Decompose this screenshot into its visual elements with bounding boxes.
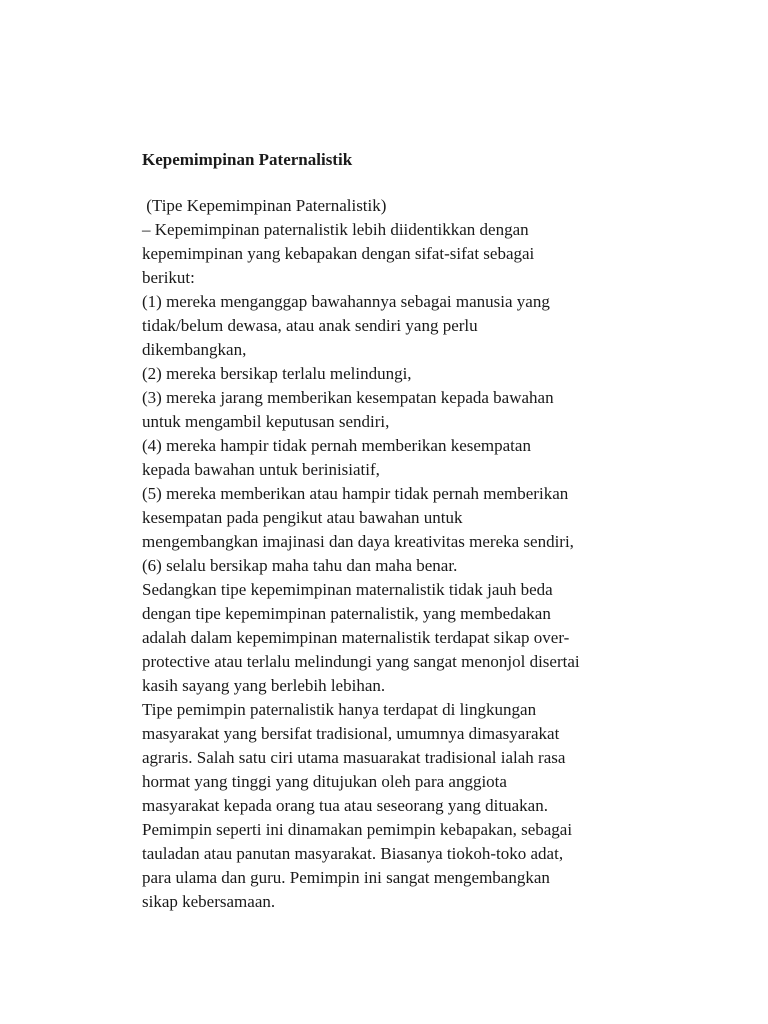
text-line: kasih sayang yang berlebih lebihan. — [142, 676, 386, 695]
text-line: kesempatan pada pengikut atau bawahan untuk — [142, 508, 463, 527]
text-line: Sedangkan tipe kepemimpinan maternalistik tidak jauh beda — [142, 580, 553, 599]
text-line: adalah dalam kepemimpinan maternalistik terdapat sikap over- — [142, 628, 570, 647]
text-line: (1) mereka menganggap bawahannya sebagai manusia yang — [142, 292, 550, 311]
text-line: kepada bawahan untuk berinisiatif, — [142, 460, 380, 479]
text-line: tidak/belum dewasa, atau anak sendiri yang perlu — [142, 316, 478, 335]
text-line: Tipe pemimpin paternalistik hanya terdapat di lingkungan — [142, 700, 537, 719]
text-line: (5) mereka memberikan atau hampir tidak pernah memberikan — [142, 484, 569, 503]
text-line: (4) mereka hampir tidak pernah memberikan kesempatan — [142, 436, 531, 455]
text-line: untuk mengambil keputusan sendiri, — [142, 412, 390, 431]
text-line: – Kepemimpinan paternalistik lebih diidentikkan dengan — [142, 220, 529, 239]
text-line: agraris. Salah satu ciri utama masuarakat tradisional ialah rasa — [142, 748, 566, 767]
text-line: dengan tipe kepemimpinan paternalistik, yang membedakan — [142, 604, 551, 623]
document-title: Kepemimpinan Paternalistik — [142, 150, 353, 169]
text-line: dikembangkan, — [142, 340, 247, 359]
text-line: masyarakat kepada orang tua atau seseorang yang dituakan. — [142, 796, 548, 815]
text-line: para ulama dan guru. Pemimpin ini sangat mengembangkan — [142, 868, 550, 887]
text-line: sikap kebersamaan. — [142, 892, 276, 911]
text-line: hormat yang tinggi yang ditujukan oleh para anggiota — [142, 772, 507, 791]
text-line: (2) mereka bersikap terlalu melindungi, — [142, 364, 412, 383]
text-line: kepemimpinan yang kebapakan dengan sifat-sifat sebagai — [142, 244, 535, 263]
text-line: (Tipe Kepemimpinan Paternalistik) — [142, 196, 387, 215]
text-line: Pemimpin seperti ini dinamakan pemimpin kebapakan, sebagai — [142, 820, 573, 839]
text-line: (6) selalu bersikap maha tahu dan maha benar. — [142, 556, 458, 575]
document-body — [142, 194, 682, 914]
text-line: mengembangkan imajinasi dan daya kreativitas mereka sendiri, — [142, 532, 574, 551]
text-line: masyarakat yang bersifat tradisional, umumnya dimasyarakat — [142, 724, 560, 743]
text-line: tauladan atau panutan masyarakat. Biasanya tiokoh-toko adat, — [142, 844, 564, 863]
text-line: protective atau terlalu melindungi yang sangat menonjol disertai — [142, 652, 580, 671]
text-line: berikut: — [142, 268, 195, 287]
text-line: (3) mereka jarang memberikan kesempatan kepada bawahan — [142, 388, 554, 407]
